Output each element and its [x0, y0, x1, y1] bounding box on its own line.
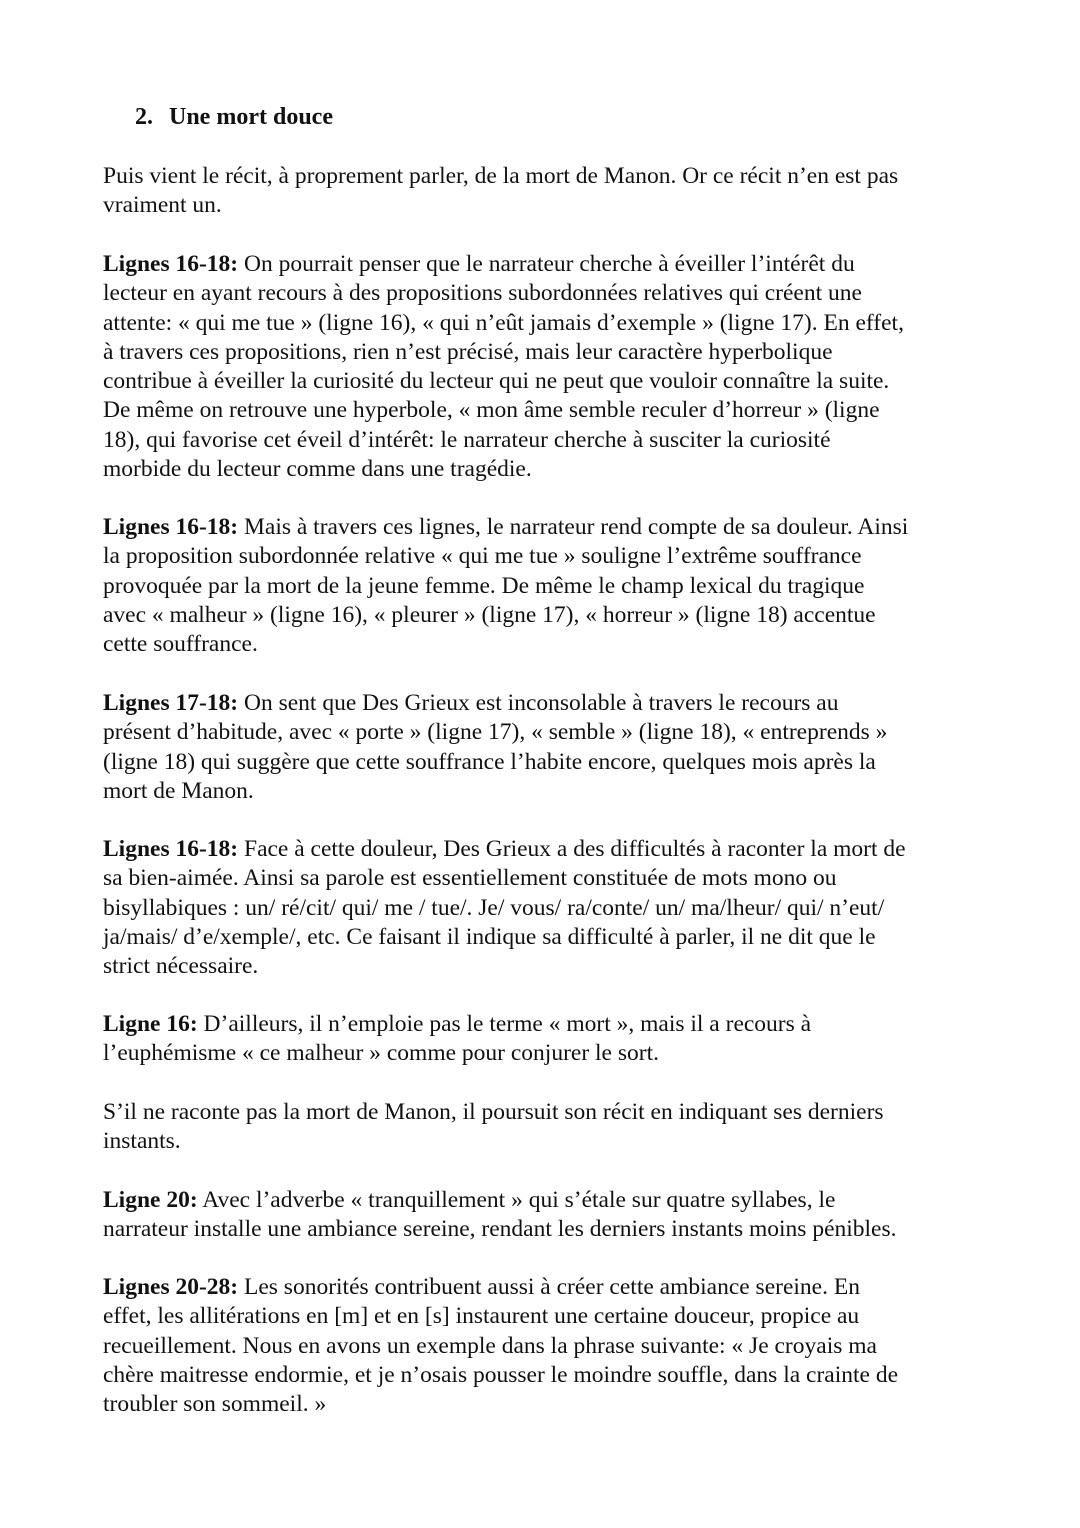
text-line: On pourrait penser que le narrateur cherche à éveiller l’intérêt du — [238, 251, 855, 277]
paragraph-transition — [103, 1098, 983, 1157]
text-line: On sent que Des Grieux est inconsolable à travers le recours au — [238, 690, 839, 716]
text-line: chère maitresse endormie, et je n’osais pousser le moindre souffle, dans la crainte de — [103, 1361, 899, 1388]
paragraph-label: Ligne 20: — [103, 1187, 198, 1213]
text-line: avec « malheur » (ligne 16), « pleurer » (ligne 17), « horreur » (ligne 18) accentue — [103, 601, 876, 628]
text-line: à travers ces propositions, rien n’est précisé, mais leur caractère hyperbolique — [103, 338, 833, 365]
text-line: 18), qui favorise cet éveil d’intérêt: le narrateur cherche à susciter la curiosité — [103, 426, 831, 453]
paragraph-ligne-20 — [103, 1186, 983, 1245]
section-number: 2. — [135, 104, 153, 130]
paragraph-label: Ligne 16: — [103, 1011, 198, 1037]
text-line: instants. — [103, 1128, 181, 1155]
text-line: strict nécessaire. — [103, 953, 259, 980]
text-line: Puis vient le récit, à proprement parler, de la mort de Manon. Or ce récit n’en est pas — [103, 163, 899, 189]
paragraph-label: Lignes 17-18: — [103, 690, 239, 716]
text-line: provoquée par la mort de la jeune femme. De même le champ lexical du tragique — [103, 572, 865, 599]
section-heading — [135, 101, 333, 133]
text-line: présent d’habitude, avec « porte » (ligne 17), « semble » (ligne 18), « entreprends » — [103, 719, 888, 746]
paragraph-label: Lignes 16-18: — [103, 514, 239, 540]
section-title: Une mort douce — [169, 104, 333, 130]
text-line: D’ailleurs, il n’emploie pas le terme « mort », mais il a recours à — [197, 1011, 812, 1037]
text-line: Les sonorités contribuent aussi à créer cette ambiance sereine. En — [238, 1274, 860, 1300]
paragraph-label: Lignes 20-28: — [103, 1274, 239, 1300]
text-line: contribue à éveiller la curiosité du lecteur qui ne peut que vouloir connaître la suite. — [103, 368, 890, 395]
text-line: Mais à travers ces lignes, le narrateur rend compte de sa douleur. Ainsi — [238, 514, 909, 540]
text-line: effet, les allitérations en [m] et en [s] instaurent une certaine douceur, propice au — [103, 1303, 860, 1330]
text-line: Avec l’adverbe « tranquillement » qui s’étale sur quatre syllabes, le — [197, 1187, 836, 1213]
paragraph-lignes-16-18-a — [103, 250, 983, 484]
text-line: mort de Manon. — [103, 777, 254, 804]
paragraph-lignes-20-28 — [103, 1273, 983, 1419]
paragraph-lignes-16-18-b — [103, 513, 983, 659]
text-line: vraiment un. — [103, 192, 222, 219]
paragraph-label: Lignes 16-18: — [103, 836, 239, 862]
text-line: la proposition subordonnée relative « qui me tue » souligne l’extrême souffrance — [103, 543, 862, 570]
text-line: narrateur installe une ambiance sereine, rendant les derniers instants moins pénibles. — [103, 1216, 897, 1243]
paragraph-ligne-16 — [103, 1010, 983, 1069]
paragraph-lignes-17-18 — [103, 689, 983, 806]
text-line: lecteur en ayant recours à des propositions subordonnées relatives qui créent une — [103, 280, 862, 307]
text-line: troubler son sommeil. » — [103, 1391, 327, 1418]
text-line: recueillement. Nous en avons un exemple dans la phrase suivante: « Je croyais ma — [103, 1332, 877, 1359]
paragraph-label: Lignes 16-18: — [103, 251, 239, 277]
text-line: attente: « qui me tue » (ligne 16), « qui n’eût jamais d’exemple » (ligne 17). En effet, — [103, 309, 904, 336]
text-line: (ligne 18) qui suggère que cette souffrance l’habite encore, quelques mois après la — [103, 748, 876, 775]
text-line: ja/mais/ d’e/xemple/, etc. Ce faisant il indique sa difficulté à parler, il ne dit que le — [103, 923, 876, 950]
text-line: De même on retrouve une hyperbole, « mon âme semble reculer d’horreur » (ligne — [103, 397, 880, 424]
text-line: Face à cette douleur, Des Grieux a des difficultés à raconter la mort de — [238, 836, 906, 862]
text-line: sa bien-aimée. Ainsi sa parole est essentiellement constituée de mots mono ou — [103, 865, 837, 892]
text-line: S’il ne raconte pas la mort de Manon, il poursuit son récit en indiquant ses derniers — [103, 1099, 884, 1125]
text-line: bisyllabiques : un/ ré/cit/ qui/ me / tue/. Je/ vous/ ra/conte/ un/ ma/lheur/ qui/ n’eut/ — [103, 894, 885, 921]
text-line: l’euphémisme « ce malheur » comme pour conjurer le sort. — [103, 1040, 659, 1067]
paragraph-lignes-16-18-c — [103, 835, 983, 981]
text-line: cette souffrance. — [103, 631, 258, 658]
text-line: morbide du lecteur comme dans une tragédie. — [103, 456, 532, 483]
paragraph-intro — [103, 162, 983, 221]
